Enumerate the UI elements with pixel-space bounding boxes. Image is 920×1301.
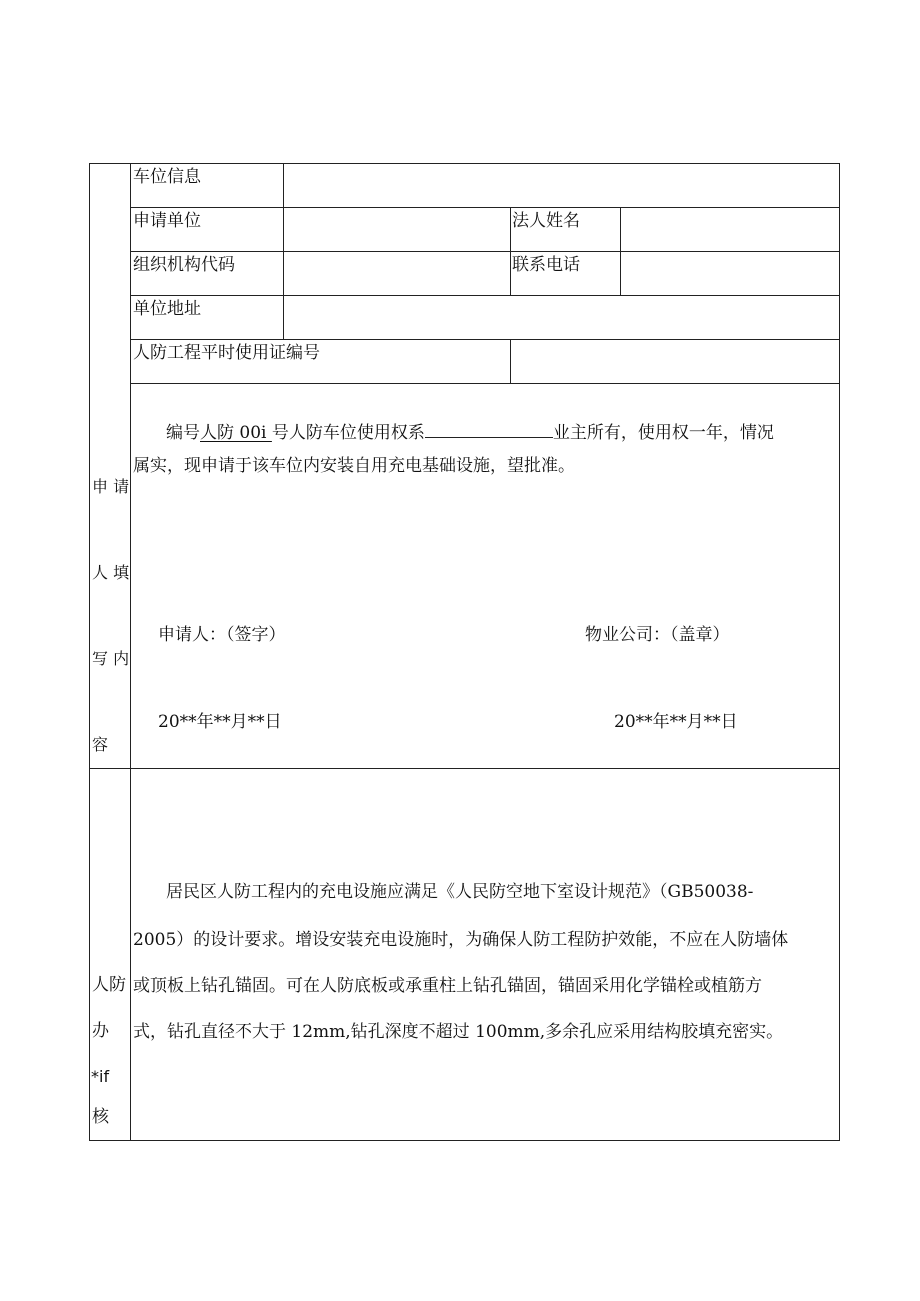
review-side-label-line: 办 xyxy=(92,1021,109,1041)
unit-address-field[interactable] xyxy=(285,297,838,338)
side-column-divider xyxy=(130,163,131,1141)
parking-info-field[interactable] xyxy=(285,165,838,206)
section-separator xyxy=(89,768,840,769)
table-border-left xyxy=(89,163,90,1141)
table-border-right xyxy=(839,163,840,1141)
row-separator xyxy=(130,207,840,208)
permit-value-divider xyxy=(510,339,511,383)
date-right: 20**年**月**日 xyxy=(614,712,738,732)
unit-address-label: 单位地址 xyxy=(133,299,201,319)
applicant-signature-label: 申请人：（签字） xyxy=(158,625,286,645)
review-text-line: 或顶板上钻孔锚固。可在人防底板或承重柱上钻孔锚固，锚固采用化学锚栓或植筋方 xyxy=(133,976,762,996)
statement-line-1 xyxy=(166,421,774,444)
permit-number-label: 人防工程平时使用证编号 xyxy=(133,343,320,363)
phone-field[interactable] xyxy=(622,253,838,294)
review-side-label-line: 人防 xyxy=(92,975,126,995)
label-column-divider xyxy=(283,163,284,339)
mid-column-divider xyxy=(510,207,511,295)
legal-person-label: 法人姓名 xyxy=(512,211,580,231)
org-code-label: 组织机构代码 xyxy=(133,255,235,275)
date-left: 20**年**月**日 xyxy=(158,712,282,732)
applicant-unit-field[interactable] xyxy=(285,209,509,250)
row-separator xyxy=(130,339,840,340)
review-text-line: 居民区人防工程内的充电设施应满足《人民防空地下室设计规范》（GB50038- xyxy=(166,882,754,902)
side-label-line: 写 内 xyxy=(92,649,130,668)
statement-line-2: 属实，现申请于该车位内安装自用充电基础设施，望批准。 xyxy=(133,456,575,476)
statement-prefix: 编号 xyxy=(166,423,200,443)
side-label-line: 人 填 xyxy=(92,563,130,582)
statement-number: 人防 00i xyxy=(200,423,272,443)
statement-mid: 号人防车位使用权系 xyxy=(271,423,425,443)
row-separator xyxy=(130,295,840,296)
row-separator xyxy=(130,251,840,252)
review-text-line: 式，钻孔直径不大于 12mm,钻孔深度不超过 100mm,多余孔应采用结构胶填充密实。 xyxy=(133,1022,784,1042)
side-label-line: 申 请 xyxy=(92,477,130,496)
parking-info-label: 车位信息 xyxy=(133,167,201,187)
table-border-top xyxy=(89,163,840,164)
permit-number-field[interactable] xyxy=(512,341,838,382)
review-side-label-line: *if xyxy=(91,1067,110,1086)
org-code-field[interactable] xyxy=(285,253,509,294)
row-separator xyxy=(130,383,840,384)
review-text-line: 2005）的设计要求。增设安装充电设施时，为确保人防工程防护效能，不应在人防墙体 xyxy=(133,930,789,950)
review-side-label-line: 核 xyxy=(92,1107,109,1127)
table-border-bottom xyxy=(89,1140,840,1141)
property-stamp-label: 物业公司：（盖章） xyxy=(585,625,730,645)
applicant-unit-label: 申请单位 xyxy=(133,211,201,231)
legal-person-field[interactable] xyxy=(622,209,838,250)
right-label-divider xyxy=(620,207,621,295)
side-label-line: 容 xyxy=(92,735,109,754)
statement-suffix: 业主所有，使用权一年，情况 xyxy=(552,423,774,443)
phone-label: 联系电话 xyxy=(512,255,580,275)
owner-blank-field[interactable] xyxy=(425,421,553,438)
